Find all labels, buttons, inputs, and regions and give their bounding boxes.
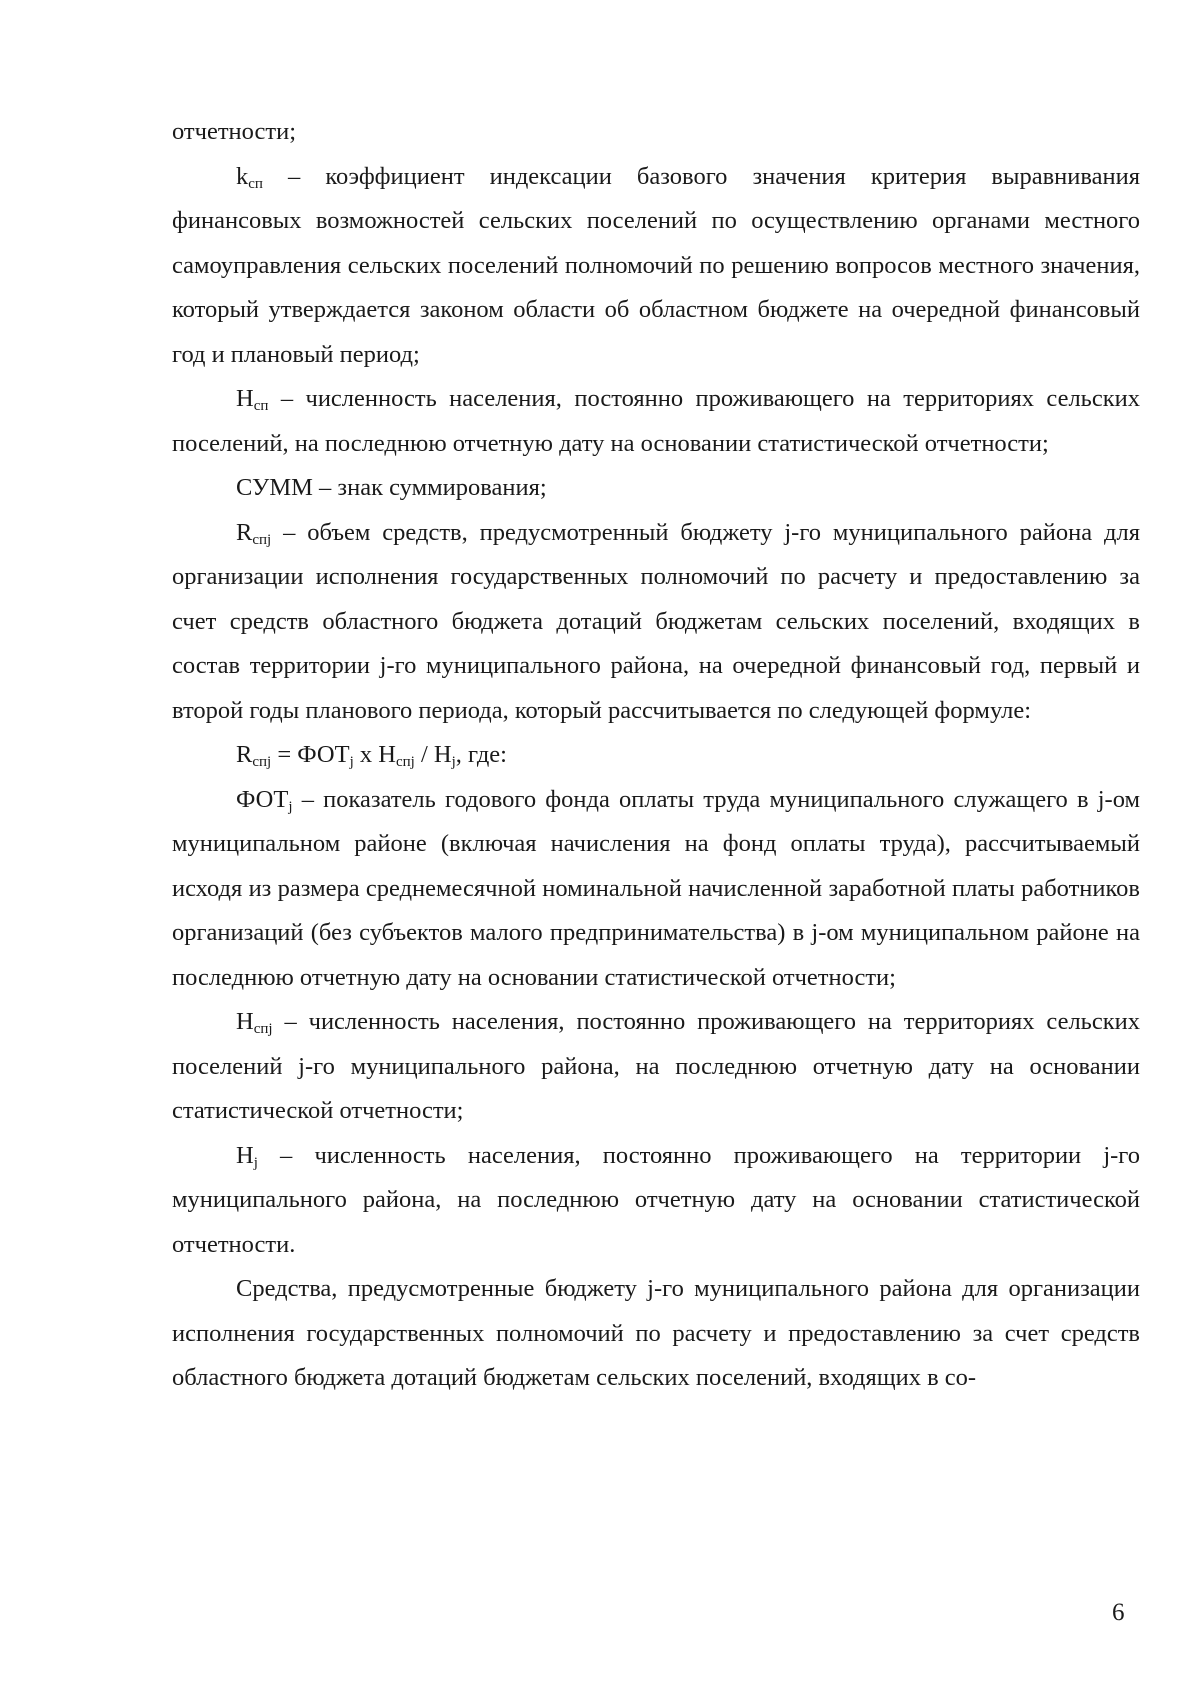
symbol-subscript: спj: [252, 531, 272, 548]
definition-summ: СУММ – знак суммирования;: [236, 474, 547, 501]
document-body: [172, 110, 1140, 1401]
definition-text: – численность населения, постоянно проживающего на территории j-го муниципального района, на последнюю отчетную дату на основании статистической отчетности.: [172, 1141, 1140, 1258]
formula: [172, 733, 1140, 778]
definition-text: – показатель годового фонда оплаты труда муниципального служащего в j-ом муниципальном районе (включая начисления на фонд оплаты труда), рассчитываемый исходя из размера среднемесячной номинальной начисленной заработной платы работников организаций (без субъектов малого предпринимательства) в j-ом муниципальном районе на последнюю отчетную дату на основании статистической отчетности;: [172, 785, 1140, 991]
symbol-subscript: сп: [253, 398, 269, 414]
paragraph-funds: Средства, предусмотренные бюджету j-го муниципального района для организации исполнения государственных полномочий по расчету и предоставлению за счет средств областного бюджета дотаций бюджетам сельских поселений, входящих в со-: [172, 1275, 1140, 1391]
symbol: ФОТ: [236, 785, 289, 813]
definition-r-spj: [172, 511, 1140, 734]
definition-text: – численность населения, постоянно проживающего на территориях сельских поселений, на последнюю отчетную дату на основании статистической отчетности;: [172, 385, 1140, 457]
symbol: R: [236, 518, 253, 546]
symbol-subscript: j: [253, 1154, 258, 1171]
formula-r-subscript: спj: [252, 754, 272, 770]
formula-fot-subscript: j: [349, 754, 354, 770]
definition-text: – численность населения, постоянно проживающего на территориях сельских поселений j-го муниципального района, на последнюю отчетную дату на основании статистической отчетности;: [172, 1008, 1140, 1124]
page-number: 6: [1112, 1599, 1125, 1626]
definition-k-sp: [172, 155, 1140, 378]
definition-h-sp: [172, 377, 1140, 466]
formula-h-j-subscript: j: [451, 754, 456, 770]
symbol-subscript: сп: [248, 175, 263, 192]
formula-h-spj-subscript: спj: [395, 754, 415, 770]
formula-tail: , где:: [455, 741, 507, 768]
symbol: Н: [236, 1008, 254, 1035]
definition-h-j: [172, 1134, 1140, 1268]
symbol: Н: [236, 1141, 254, 1169]
formula-r: R: [236, 741, 253, 768]
definition-text: – коэффициент индексации базового значения критерия выравнивания финансовых возможностей сельских поселений по осуществлению органами местного самоуправления сельских поселений полномочий по решению вопросов местного значения, который утверждается законом области об областном бюджете на очередной финансовый год и плановый период;: [172, 162, 1140, 368]
symbol: k: [236, 162, 249, 190]
definition-text: – объем средств, предусмотренный бюджету j-го муниципального района для организации исполнения государственных полномочий по расчету и предоставлению за счет средств областного бюджета дотаций бюджетам сельских поселений, входящих в состав территории j-го муниципального района, на очередной финансовый год, первый и второй годы планового периода, который рассчитывается по следующей формуле:: [172, 518, 1140, 724]
formula-h-j: / Н: [414, 741, 452, 768]
formula-fot: = ФОТ: [271, 741, 350, 768]
definition-fot-j: [172, 778, 1140, 1001]
symbol: Н: [236, 385, 254, 412]
definition-h-spj: [172, 1000, 1140, 1134]
symbol-subscript: спj: [253, 1021, 273, 1037]
paragraph-continuation: отчетности;: [172, 118, 297, 145]
symbol-subscript: j: [288, 798, 293, 815]
formula-h-spj: х Н: [353, 741, 396, 768]
